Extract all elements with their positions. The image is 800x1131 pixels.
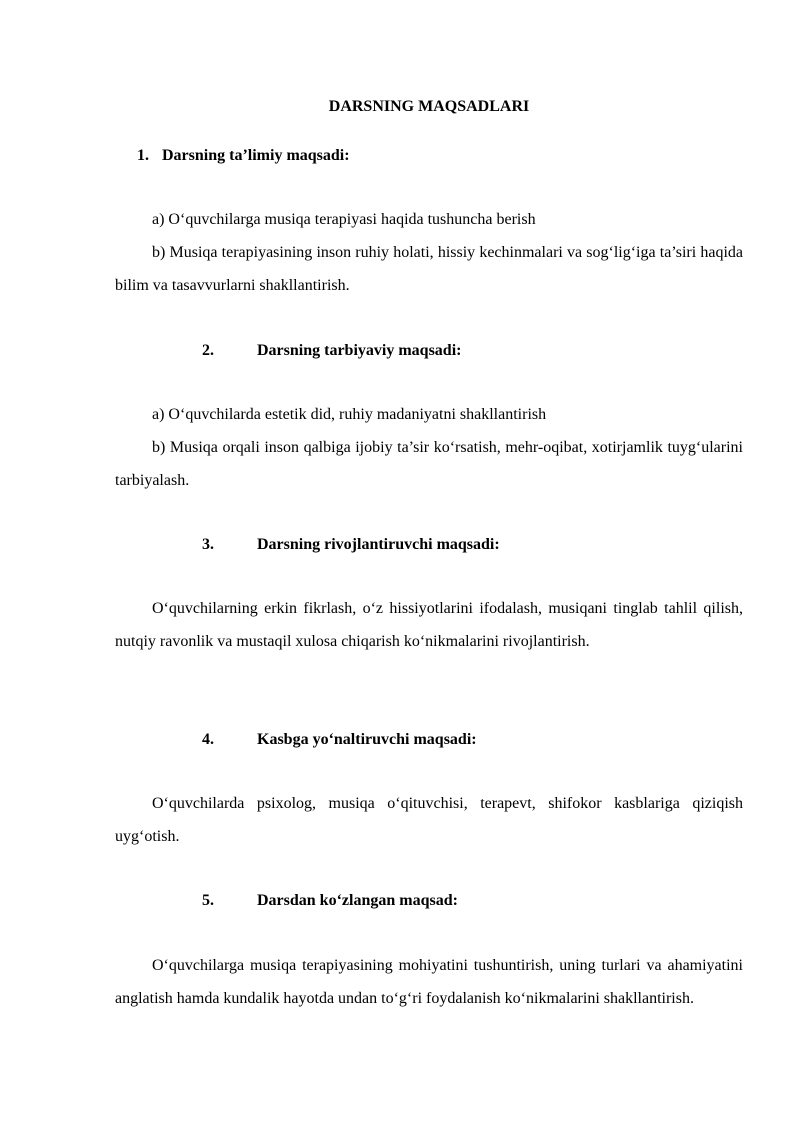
page-title: DARSNING MAQSADLARI — [328, 98, 530, 115]
paragraph: O‘quvchilarning erkin fikrlash, o‘z hissiyotlarini ifodalash, musiqani tinglab tahlil qilish, nutqiy ravonlik va mustaqil xulosa chiqarish ko‘nikmalarini rivojlantirish. — [115, 600, 743, 650]
section-title: Darsning tarbiyaviy maqsadi: — [257, 342, 462, 359]
paragraph: b) Musiqa orqali inson qalbiga ijobiy ta’sir ko‘rsatish, mehr-oqibat, xotirjamlik tuyg‘ularini tarbiyalash. — [115, 439, 743, 489]
section-number: 2. — [202, 342, 214, 359]
paragraph: O‘quvchilarga musiqa terapiyasining mohiyatini tushuntirish, uning turlari va ahamiyatini anglatish hamda kundalik hayotda undan to‘g‘ri foydalanish ko‘nikmalarini shakllantirish. — [115, 957, 743, 1007]
section-kasbga — [115, 729, 743, 751]
paragraph: b) Musiqa terapiyasining inson ruhiy holati, hissiy kechinmalari va sog‘lig‘iga ta’siri haqida bilim va tasavvurlarni shakllantirish. — [115, 244, 743, 294]
paragraph: O‘quvchilarda psixolog, musiqa o‘qituvchisi, terapevt, shifokor kasblariga qiziqish uyg‘otish. — [115, 795, 743, 845]
section-number: 4. — [202, 731, 214, 748]
section-heading — [115, 340, 743, 362]
section-tarbiyaviy-body — [115, 398, 743, 497]
section-rivojlantiruvchi — [115, 534, 743, 556]
section-title: Darsning ta’limiy maqsadi: — [162, 147, 350, 164]
section-title: Kasbga yo‘naltiruvchi maqsadi: — [257, 731, 477, 748]
section-heading — [115, 890, 743, 912]
section-title: Darsning rivojlantiruvchi maqsadi: — [257, 536, 500, 553]
section-talimiy-body — [115, 203, 743, 302]
section-kozlangan — [115, 890, 743, 912]
section-heading — [115, 534, 743, 556]
section-kasbga-body — [115, 787, 743, 853]
section-number: 3. — [202, 536, 214, 553]
paragraph: a) O‘quvchilarda estetik did, ruhiy madaniyatni shakllantirish — [152, 406, 547, 423]
section-number: 1. — [137, 147, 149, 164]
section-tarbiyaviy — [115, 340, 743, 362]
section-heading — [115, 729, 743, 751]
section-kozlangan-body — [115, 949, 743, 1015]
section-rivojlantiruvchi-body — [115, 592, 743, 658]
section-heading — [115, 145, 743, 167]
paragraph: a) O‘quvchilarga musiqa terapiyasi haqida tushuncha berish — [152, 211, 536, 228]
section-title: Darsdan ko‘zlangan maqsad: — [257, 892, 458, 909]
section-number: 5. — [202, 892, 214, 909]
section-talimiy — [115, 145, 743, 167]
